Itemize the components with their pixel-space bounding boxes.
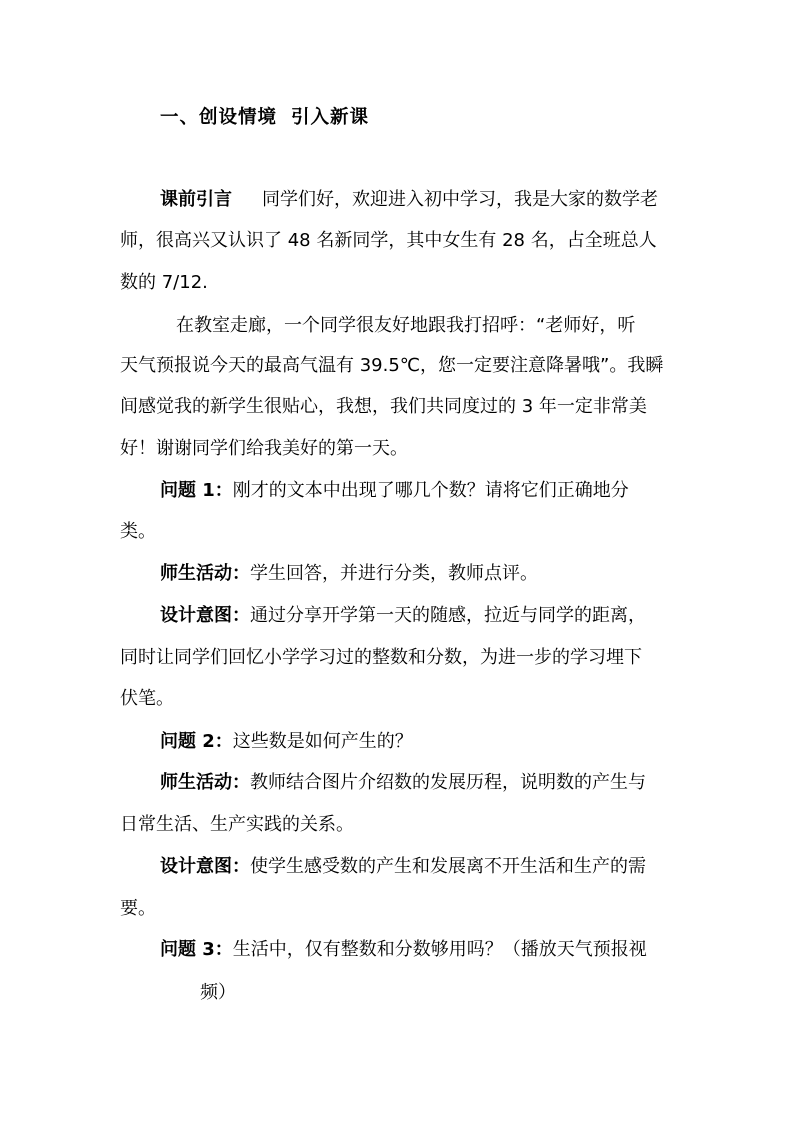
activity-2-label: 师生活动：: [160, 772, 250, 793]
intro-line-3: 数的 7/12.: [120, 272, 208, 293]
design-2-label: 设计意图：: [160, 856, 250, 877]
intro-line-1: [160, 188, 658, 212]
question-3-label: 问题 3：: [160, 939, 233, 960]
intro-line-2: 师，很高兴又认识了 48 名新同学，其中女生有 28 名，占全班总人: [120, 230, 657, 251]
question-2-label: 问题 2：: [160, 731, 233, 752]
question-2-text-1: 这些数是如何产生的？: [232, 731, 413, 752]
section-heading-part2: 引入新课: [291, 107, 370, 128]
design-1-line-1: [160, 604, 646, 628]
activity-1-text-1: 学生回答，并进行分类，教师点评。: [250, 563, 538, 584]
design-1-label: 设计意图：: [160, 605, 250, 626]
activity-2-line-2: 日常生活、生产实践的关系。: [120, 814, 354, 835]
question-1-text-1: 刚才的文本中出现了哪几个数？请将它们正确地分: [232, 480, 629, 501]
design-1-text-1: 通过分享开学第一天的随感，拉近与同学的距离，: [250, 605, 646, 626]
activity-2-text-1: 教师结合图片介绍数的发展历程，说明数的产生与: [250, 772, 646, 793]
question-2-line-1: [160, 730, 413, 754]
question-3-line-2: 频）: [200, 982, 236, 1003]
story-line-2: 天气预报说今天的最高气温有 39.5℃，您一定要注意降暑哦”。我瞬: [120, 355, 664, 376]
question-1-line-2: 类。: [120, 521, 156, 542]
story-line-3: 间感觉我的新学生很贴心，我想，我们共同度过的 3 年一定非常美: [120, 396, 647, 417]
story-line-1: 在教室走廊，一个同学很友好地跟我打招呼：“老师好，听: [176, 315, 636, 336]
question-1-label: 问题 1：: [160, 480, 233, 501]
design-2-text-1: 使学生感受数的产生和发展离不开生活和生产的需: [250, 856, 646, 877]
intro-label: 课前引言: [160, 189, 232, 210]
intro-text-1: 同学们好，欢迎进入初中学习，我是大家的数学老: [262, 189, 658, 210]
question-3-text-1: 生活中，仅有整数和分数够用吗？（播放天气预报视: [232, 939, 647, 960]
activity-2-line-1: [160, 771, 646, 795]
question-1-line-1: [160, 479, 629, 503]
activity-1-label: 师生活动：: [160, 563, 250, 584]
design-2-line-2: 要。: [120, 898, 156, 919]
question-3-line-1: [160, 938, 647, 962]
design-1-line-2: 同时让同学们回忆小学学习过的整数和分数，为进一步的学习埋下: [120, 647, 642, 668]
design-2-line-1: [160, 855, 646, 879]
story-line-4: 好！谢谢同学们给我美好的第一天。: [120, 438, 408, 459]
design-1-line-3: 伏笔。: [120, 688, 174, 709]
section-heading-part1: 一、创设情境: [160, 107, 278, 128]
section-heading: [160, 106, 369, 130]
activity-1-line-1: [160, 562, 538, 586]
